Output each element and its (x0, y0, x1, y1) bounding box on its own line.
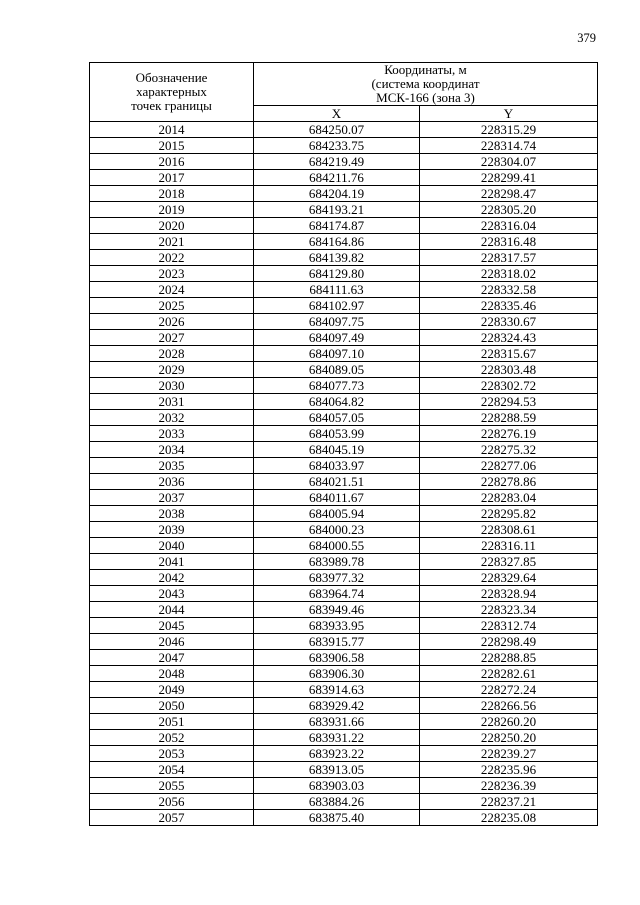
point-id-cell: 2045 (90, 618, 254, 634)
y-coordinate-cell: 228298.47 (420, 186, 598, 202)
table-row (90, 154, 598, 170)
point-id-cell: 2056 (90, 794, 254, 810)
table-row (90, 714, 598, 730)
table-row (90, 122, 598, 138)
point-id-cell: 2029 (90, 362, 254, 378)
y-coordinate-cell: 228235.96 (420, 762, 598, 778)
point-id-cell: 2030 (90, 378, 254, 394)
table-row (90, 170, 598, 186)
x-coordinate-cell: 683884.26 (254, 794, 420, 810)
x-coordinate-cell: 683933.95 (254, 618, 420, 634)
header-coordinates-line: МСК-166 (зона 3) (376, 90, 475, 105)
y-coordinate-cell: 228315.29 (420, 122, 598, 138)
y-coordinate-cell: 228327.85 (420, 554, 598, 570)
y-coordinate-cell: 228250.20 (420, 730, 598, 746)
point-id-cell: 2028 (90, 346, 254, 362)
point-id-cell: 2032 (90, 410, 254, 426)
table-row (90, 698, 598, 714)
x-coordinate-cell: 683906.30 (254, 666, 420, 682)
header-x: X (254, 106, 420, 122)
point-id-cell: 2037 (90, 490, 254, 506)
x-coordinate-cell: 684077.73 (254, 378, 420, 394)
x-coordinate-cell: 684057.05 (254, 410, 420, 426)
y-coordinate-cell: 228329.64 (420, 570, 598, 586)
x-coordinate-cell: 684233.75 (254, 138, 420, 154)
table-row (90, 490, 598, 506)
y-coordinate-cell: 228299.41 (420, 170, 598, 186)
x-coordinate-cell: 684000.55 (254, 538, 420, 554)
y-coordinate-cell: 228277.06 (420, 458, 598, 474)
y-coordinate-cell: 228283.04 (420, 490, 598, 506)
table-row (90, 234, 598, 250)
x-coordinate-cell: 684000.23 (254, 522, 420, 538)
x-coordinate-cell: 683903.03 (254, 778, 420, 794)
table-row (90, 602, 598, 618)
point-id-cell: 2021 (90, 234, 254, 250)
point-id-cell: 2052 (90, 730, 254, 746)
header-coordinates-line: (система координат (371, 76, 480, 91)
x-coordinate-cell: 684129.80 (254, 266, 420, 282)
point-id-cell: 2018 (90, 186, 254, 202)
table-row (90, 202, 598, 218)
y-coordinate-cell: 228236.39 (420, 778, 598, 794)
x-coordinate-cell: 683989.78 (254, 554, 420, 570)
point-id-cell: 2014 (90, 122, 254, 138)
y-coordinate-cell: 228317.57 (420, 250, 598, 266)
point-id-cell: 2043 (90, 586, 254, 602)
x-coordinate-cell: 684064.82 (254, 394, 420, 410)
x-coordinate-cell: 683915.77 (254, 634, 420, 650)
x-coordinate-cell: 684011.67 (254, 490, 420, 506)
page-number: 379 (577, 31, 596, 45)
point-id-cell: 2023 (90, 266, 254, 282)
y-coordinate-cell: 228316.04 (420, 218, 598, 234)
y-coordinate-cell: 228235.08 (420, 810, 598, 826)
table-row (90, 378, 598, 394)
table-row (90, 442, 598, 458)
x-coordinate-cell: 683929.42 (254, 698, 420, 714)
point-id-cell: 2017 (90, 170, 254, 186)
point-id-cell: 2016 (90, 154, 254, 170)
header-coordinates (254, 63, 598, 106)
x-coordinate-cell: 684193.21 (254, 202, 420, 218)
table-row (90, 394, 598, 410)
table-row (90, 362, 598, 378)
table-row (90, 650, 598, 666)
x-coordinate-cell: 684164.86 (254, 234, 420, 250)
point-id-cell: 2027 (90, 330, 254, 346)
table-row (90, 346, 598, 362)
table-row (90, 506, 598, 522)
y-coordinate-cell: 228237.21 (420, 794, 598, 810)
y-coordinate-cell: 228318.02 (420, 266, 598, 282)
x-coordinate-cell: 684204.19 (254, 186, 420, 202)
table-row (90, 426, 598, 442)
y-coordinate-cell: 228266.56 (420, 698, 598, 714)
y-coordinate-cell: 228276.19 (420, 426, 598, 442)
point-id-cell: 2044 (90, 602, 254, 618)
point-id-cell: 2035 (90, 458, 254, 474)
y-coordinate-cell: 228295.82 (420, 506, 598, 522)
table-row (90, 778, 598, 794)
point-id-cell: 2022 (90, 250, 254, 266)
y-coordinate-cell: 228324.43 (420, 330, 598, 346)
x-coordinate-cell: 683949.46 (254, 602, 420, 618)
y-coordinate-cell: 228272.24 (420, 682, 598, 698)
point-id-cell: 2039 (90, 522, 254, 538)
header-y: Y (420, 106, 598, 122)
x-coordinate-cell: 684250.07 (254, 122, 420, 138)
table-row (90, 410, 598, 426)
y-coordinate-cell: 228315.67 (420, 346, 598, 362)
point-id-cell: 2054 (90, 762, 254, 778)
y-coordinate-cell: 228328.94 (420, 586, 598, 602)
table-row (90, 634, 598, 650)
table-row (90, 250, 598, 266)
y-coordinate-cell: 228303.48 (420, 362, 598, 378)
table-row (90, 586, 598, 602)
table-row (90, 618, 598, 634)
point-id-cell: 2041 (90, 554, 254, 570)
table-row (90, 474, 598, 490)
x-coordinate-cell: 683906.58 (254, 650, 420, 666)
y-coordinate-cell: 228304.07 (420, 154, 598, 170)
point-id-cell: 2055 (90, 778, 254, 794)
table-row (90, 266, 598, 282)
x-coordinate-cell: 683913.05 (254, 762, 420, 778)
y-coordinate-cell: 228288.59 (420, 410, 598, 426)
point-id-cell: 2049 (90, 682, 254, 698)
y-coordinate-cell: 228316.48 (420, 234, 598, 250)
y-coordinate-cell: 228332.58 (420, 282, 598, 298)
x-coordinate-cell: 683964.74 (254, 586, 420, 602)
x-coordinate-cell: 684102.97 (254, 298, 420, 314)
table-row (90, 538, 598, 554)
table-row (90, 554, 598, 570)
point-id-cell: 2036 (90, 474, 254, 490)
x-coordinate-cell: 684174.87 (254, 218, 420, 234)
y-coordinate-cell: 228316.11 (420, 538, 598, 554)
y-coordinate-cell: 228275.32 (420, 442, 598, 458)
x-coordinate-cell: 684111.63 (254, 282, 420, 298)
y-coordinate-cell: 228330.67 (420, 314, 598, 330)
x-coordinate-cell: 684053.99 (254, 426, 420, 442)
point-id-cell: 2025 (90, 298, 254, 314)
point-id-cell: 2020 (90, 218, 254, 234)
point-id-cell: 2047 (90, 650, 254, 666)
table-row (90, 522, 598, 538)
y-coordinate-cell: 228278.86 (420, 474, 598, 490)
y-coordinate-cell: 228335.46 (420, 298, 598, 314)
y-coordinate-cell: 228323.34 (420, 602, 598, 618)
table-row (90, 138, 598, 154)
x-coordinate-cell: 683931.22 (254, 730, 420, 746)
point-id-cell: 2019 (90, 202, 254, 218)
table-row (90, 682, 598, 698)
y-coordinate-cell: 228260.20 (420, 714, 598, 730)
header-point-label-line: точек границы (131, 98, 212, 113)
point-id-cell: 2026 (90, 314, 254, 330)
x-coordinate-cell: 684033.97 (254, 458, 420, 474)
table-row (90, 666, 598, 682)
point-id-cell: 2046 (90, 634, 254, 650)
header-point-label-line: Обозначение (135, 70, 208, 85)
x-coordinate-cell: 684005.94 (254, 506, 420, 522)
point-id-cell: 2057 (90, 810, 254, 826)
point-id-cell: 2031 (90, 394, 254, 410)
x-coordinate-cell: 683914.63 (254, 682, 420, 698)
table-row (90, 330, 598, 346)
y-coordinate-cell: 228302.72 (420, 378, 598, 394)
point-id-cell: 2051 (90, 714, 254, 730)
x-coordinate-cell: 684211.76 (254, 170, 420, 186)
y-coordinate-cell: 228294.53 (420, 394, 598, 410)
x-coordinate-cell: 684089.05 (254, 362, 420, 378)
table-row (90, 570, 598, 586)
table-row (90, 794, 598, 810)
point-id-cell: 2034 (90, 442, 254, 458)
y-coordinate-cell: 228314.74 (420, 138, 598, 154)
y-coordinate-cell: 228308.61 (420, 522, 598, 538)
table-row (90, 282, 598, 298)
y-coordinate-cell: 228305.20 (420, 202, 598, 218)
y-coordinate-cell: 228312.74 (420, 618, 598, 634)
x-coordinate-cell: 683931.66 (254, 714, 420, 730)
y-coordinate-cell: 228298.49 (420, 634, 598, 650)
header-point-label-line: характерных (136, 84, 207, 99)
point-id-cell: 2048 (90, 666, 254, 682)
x-coordinate-cell: 684139.82 (254, 250, 420, 266)
coordinates-table (89, 62, 598, 826)
table-row (90, 730, 598, 746)
table-row (90, 458, 598, 474)
table-row (90, 298, 598, 314)
point-id-cell: 2038 (90, 506, 254, 522)
point-id-cell: 2053 (90, 746, 254, 762)
x-coordinate-cell: 684097.75 (254, 314, 420, 330)
table-row (90, 218, 598, 234)
x-coordinate-cell: 684097.10 (254, 346, 420, 362)
table-row (90, 314, 598, 330)
y-coordinate-cell: 228288.85 (420, 650, 598, 666)
table-row (90, 762, 598, 778)
header-coordinates-line: Координаты, м (384, 62, 467, 77)
y-coordinate-cell: 228282.61 (420, 666, 598, 682)
point-id-cell: 2024 (90, 282, 254, 298)
header-point-label (90, 63, 254, 122)
point-id-cell: 2015 (90, 138, 254, 154)
x-coordinate-cell: 684021.51 (254, 474, 420, 490)
table-row (90, 746, 598, 762)
x-coordinate-cell: 683875.40 (254, 810, 420, 826)
x-coordinate-cell: 684045.19 (254, 442, 420, 458)
x-coordinate-cell: 683923.22 (254, 746, 420, 762)
table-row (90, 186, 598, 202)
point-id-cell: 2033 (90, 426, 254, 442)
x-coordinate-cell: 683977.32 (254, 570, 420, 586)
x-coordinate-cell: 684097.49 (254, 330, 420, 346)
point-id-cell: 2042 (90, 570, 254, 586)
table-row (90, 810, 598, 826)
y-coordinate-cell: 228239.27 (420, 746, 598, 762)
point-id-cell: 2050 (90, 698, 254, 714)
point-id-cell: 2040 (90, 538, 254, 554)
x-coordinate-cell: 684219.49 (254, 154, 420, 170)
